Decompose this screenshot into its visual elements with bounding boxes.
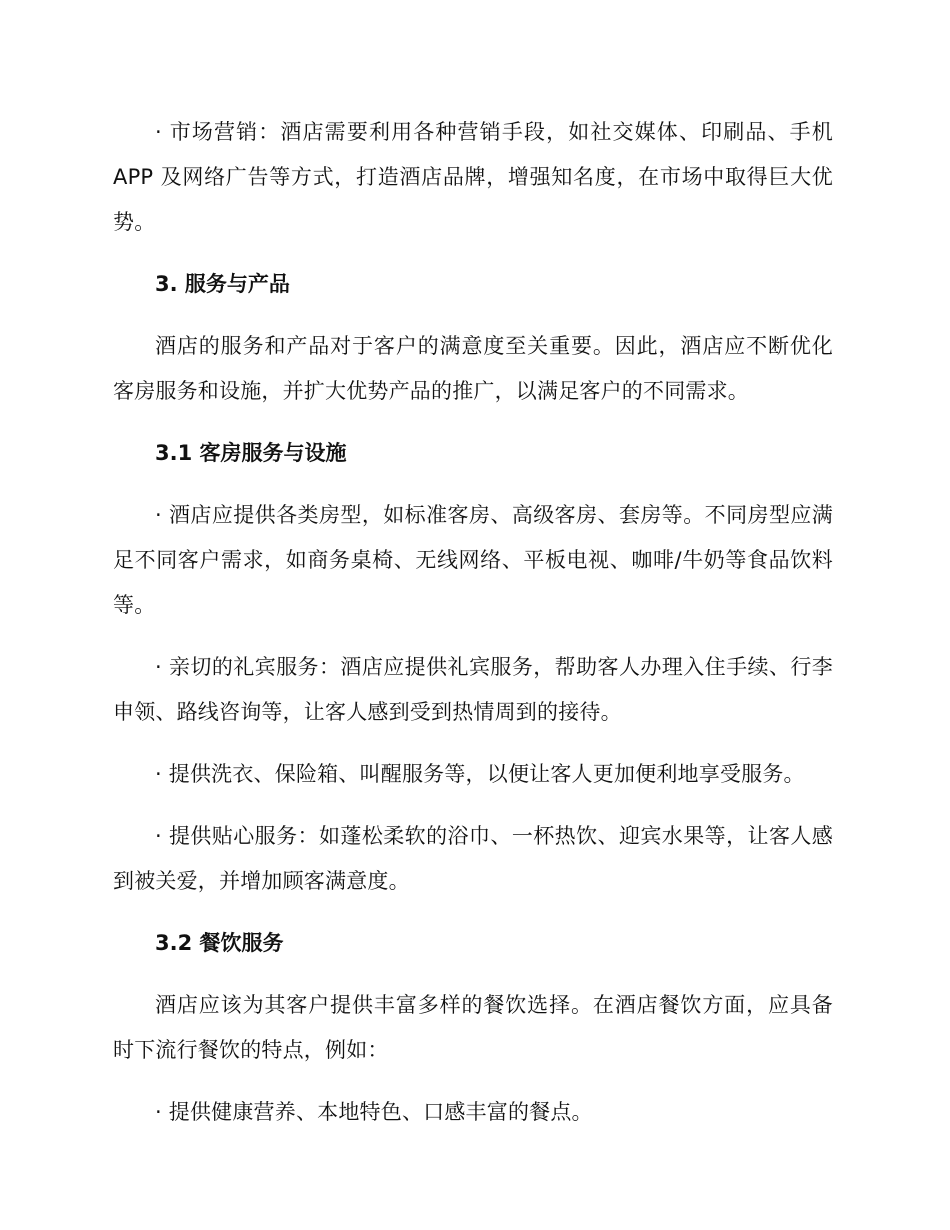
dining-intro-paragraph: 酒店应该为其客户提供丰富多样的餐饮选择。在酒店餐饮方面，应具备时下流行餐饮的特点，例如： — [113, 993, 833, 1062]
services-intro-paragraph: 酒店的服务和产品对于客户的满意度至关重要。因此，酒店应不断优化客房服务和设施，并扩大优势产品的推广，以满足客户的不同需求。 — [113, 334, 833, 403]
healthy-meals-bullet: · 提供健康营养、本地特色、口感丰富的餐点。 — [155, 1100, 593, 1124]
thoughtful-service-bullet: · 提供贴心服务：如蓬松柔软的浴巾、一杯热饮、迎宾水果等，让客人感到被关爱，并增加顾客满意度。 — [113, 824, 833, 893]
marketing-bullet: · 市场营销：酒店需要利用各种营销手段，如社交媒体、印刷品、手机APP 及网络广告等方式，打造酒店品牌，增强知名度，在市场中取得巨大优势。 — [113, 120, 833, 234]
concierge-bullet: · 亲切的礼宾服务：酒店应提供礼宾服务，帮助客人办理入住手续、行李申领、路线咨询等，让客人感到受到热情周到的接待。 — [113, 655, 833, 724]
room-types-bullet: · 酒店应提供各类房型，如标准客房、高级客房、套房等。不同房型应满足不同客户需求，如商务桌椅、无线网络、平板电视、咖啡/牛奶等食品饮料等。 — [113, 503, 833, 617]
subsection-heading-dining: 3.2 餐饮服务 — [155, 931, 284, 955]
document-page — [113, 110, 833, 1152]
laundry-safe-bullet: · 提供洗衣、保险箱、叫醒服务等，以便让客人更加便利地享受服务。 — [155, 762, 805, 786]
section-heading-services-products: 3. 服务与产品 — [155, 272, 290, 296]
subsection-heading-rooms: 3.1 客房服务与设施 — [155, 441, 347, 465]
